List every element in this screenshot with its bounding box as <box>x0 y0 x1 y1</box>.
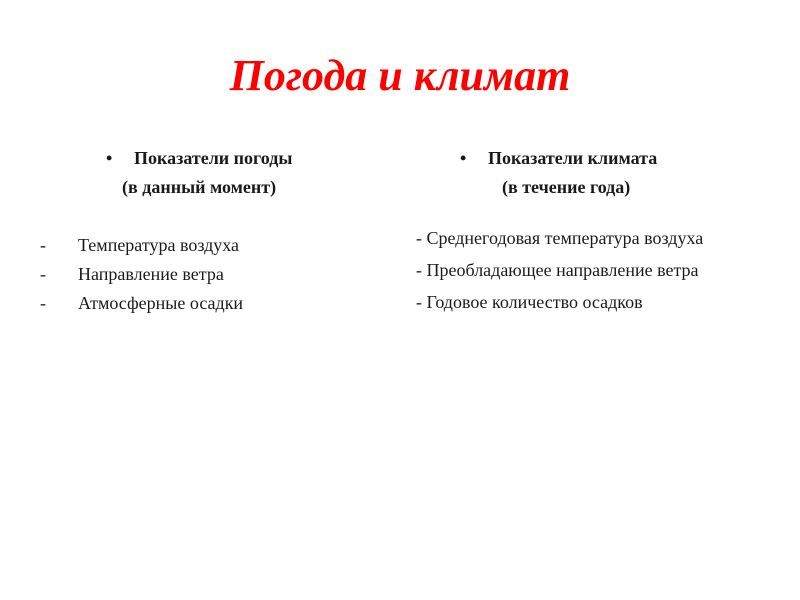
climate-subheading: (в течение года) <box>502 177 631 197</box>
weather-heading <box>40 144 380 173</box>
list-item: - Годовое количество осадков <box>416 292 643 312</box>
list-item: - Преобладающее направление ветра <box>416 260 699 280</box>
weather-subheading: (в данный момент) <box>122 177 277 197</box>
bullet-icon: • <box>460 148 467 168</box>
climate-indicators-column <box>416 144 754 322</box>
list-item <box>40 260 380 289</box>
list-item <box>40 231 380 260</box>
list-item-text: Направление ветра <box>78 264 224 284</box>
bullet-icon: • <box>106 148 113 168</box>
dash-marker: - <box>40 264 46 284</box>
weather-heading-label: Показатели погоды <box>134 148 293 168</box>
dash-marker: - <box>40 293 46 313</box>
climate-list <box>416 226 754 314</box>
weather-indicators-column <box>40 144 380 318</box>
climate-heading <box>416 144 754 173</box>
dash-marker: - <box>40 235 46 255</box>
weather-list <box>40 231 380 318</box>
list-item-text: Температура воздуха <box>78 235 240 255</box>
list-item: - Среднегодовая температура воздуха <box>416 228 704 248</box>
page-title: Погода и климат <box>229 51 571 100</box>
climate-heading-label: Показатели климата <box>488 148 658 168</box>
list-item <box>40 289 380 318</box>
list-item-text: Атмосферные осадки <box>78 293 244 313</box>
